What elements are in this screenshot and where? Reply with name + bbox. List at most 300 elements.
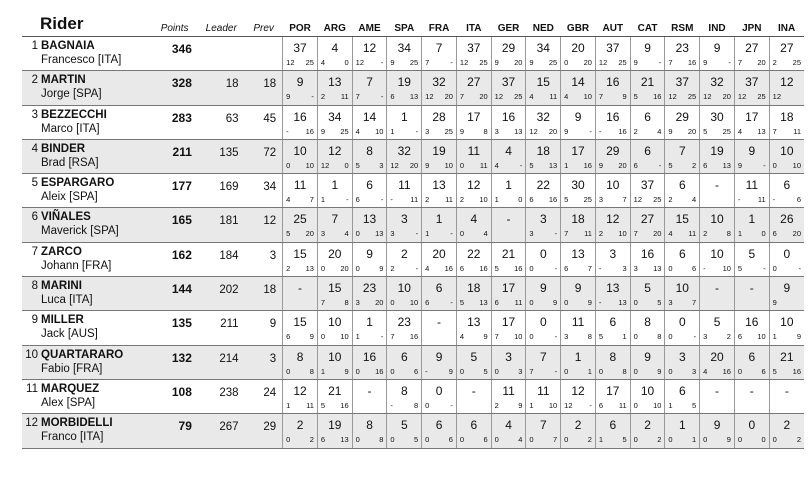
race-result bbox=[422, 139, 457, 173]
race-points: 10 bbox=[618, 229, 627, 239]
race-points: 13 bbox=[757, 126, 766, 136]
sprint-points: - bbox=[703, 263, 706, 273]
sprint-points: 12 bbox=[355, 58, 365, 67]
table-row bbox=[22, 414, 804, 448]
race-points: 25 bbox=[583, 195, 592, 205]
race-total: 13 bbox=[606, 281, 620, 296]
race-result bbox=[734, 139, 769, 173]
race-total: 10 bbox=[710, 246, 724, 261]
sprint-points: 9 bbox=[390, 58, 395, 67]
race-total: 12 bbox=[780, 75, 794, 90]
race-result bbox=[700, 414, 735, 448]
sprint-points: 1 bbox=[320, 195, 326, 205]
table-row bbox=[22, 105, 804, 139]
race-result bbox=[665, 242, 700, 276]
race-result bbox=[769, 105, 804, 139]
race-result bbox=[630, 105, 665, 139]
race-result bbox=[630, 277, 665, 311]
race-total: 11 bbox=[537, 383, 550, 398]
race-total: - bbox=[715, 178, 720, 193]
race-total: 16 bbox=[293, 109, 307, 124]
race-header-rsm: RSM bbox=[665, 12, 700, 37]
race-total: 23 bbox=[675, 41, 689, 55]
race-total: 16 bbox=[362, 349, 377, 364]
race-points: 20 bbox=[479, 92, 488, 102]
race-total: 18 bbox=[467, 281, 481, 296]
sprint-points: 7 bbox=[459, 92, 465, 102]
race-result bbox=[387, 174, 422, 208]
sprint-points: 0 bbox=[772, 435, 777, 445]
race-header-ina: INA bbox=[769, 12, 804, 37]
race-header-jpn: JPN bbox=[734, 12, 769, 37]
sprint-points: 3 bbox=[494, 126, 499, 136]
race-points: 0 bbox=[344, 58, 349, 67]
race-result bbox=[283, 379, 318, 413]
sprint-points: 9 bbox=[529, 58, 534, 67]
sprint-points: 0 bbox=[564, 366, 569, 376]
race-result bbox=[595, 414, 630, 448]
sprint-points: 0 bbox=[390, 366, 395, 376]
race-total: 17 bbox=[571, 143, 585, 158]
race-total: 15 bbox=[536, 75, 550, 90]
table-row bbox=[22, 277, 804, 311]
race-total: 2 bbox=[296, 418, 304, 433]
leader-gap: 238 bbox=[198, 379, 245, 413]
table-row bbox=[22, 37, 804, 71]
race-result bbox=[422, 414, 457, 448]
points-header: Points bbox=[151, 12, 198, 37]
race-points: 7 bbox=[553, 435, 558, 445]
race-points: 16 bbox=[687, 58, 697, 67]
race-result bbox=[283, 345, 318, 379]
race-points: - bbox=[415, 229, 419, 239]
sprint-points: 12 bbox=[320, 160, 330, 170]
rider-last-name: VIÑALES bbox=[41, 211, 91, 224]
race-total: 32 bbox=[536, 109, 550, 124]
rider-first-name: Marco [ITA] bbox=[41, 122, 100, 135]
race-points: 7 bbox=[622, 195, 627, 205]
race-points: 5 bbox=[414, 435, 419, 445]
race-total: 7 bbox=[366, 75, 373, 90]
rider-first-name: Alex [SPA] bbox=[41, 396, 96, 409]
race-points: 25 bbox=[653, 195, 662, 205]
race-total: 9 bbox=[713, 418, 721, 433]
race-points: - bbox=[589, 400, 592, 410]
race-result bbox=[561, 414, 596, 448]
race-total: 9 bbox=[644, 349, 651, 364]
race-points: 8 bbox=[483, 126, 488, 136]
race-points: 20 bbox=[305, 229, 314, 239]
race-points: 9 bbox=[344, 366, 349, 376]
race-points: 9 bbox=[726, 435, 731, 445]
race-result bbox=[317, 414, 352, 448]
race-total: 13 bbox=[328, 75, 342, 90]
sprint-points: 3 bbox=[633, 263, 638, 273]
race-result bbox=[665, 37, 700, 71]
sprint-points: 9 bbox=[564, 126, 569, 136]
sprint-points: 4 bbox=[668, 229, 673, 239]
race-points: 4 bbox=[518, 435, 523, 445]
race-total: 7 bbox=[539, 349, 547, 364]
race-total: 18 bbox=[536, 143, 550, 158]
sprint-points: 0 bbox=[564, 298, 569, 308]
race-result bbox=[734, 105, 769, 139]
race-points: 20 bbox=[618, 160, 627, 170]
sprint-points: 7 bbox=[564, 229, 569, 239]
leader-gap: 202 bbox=[198, 277, 245, 311]
table-header bbox=[22, 12, 804, 37]
race-points: 6 bbox=[448, 435, 453, 445]
race-result bbox=[595, 242, 630, 276]
race-total: 5 bbox=[400, 418, 408, 433]
race-total: 29 bbox=[501, 41, 516, 55]
rider-first-name: Francesco [ITA] bbox=[41, 54, 122, 66]
race-result bbox=[387, 414, 422, 448]
race-result bbox=[491, 277, 526, 311]
sprint-points: 7 bbox=[425, 58, 430, 67]
sprint-points: 0 bbox=[459, 160, 465, 170]
race-total: 12 bbox=[606, 212, 620, 227]
race-result bbox=[734, 242, 769, 276]
sprint-points: 4 bbox=[425, 263, 430, 273]
race-total: 4 bbox=[505, 418, 512, 433]
points-value: 108 bbox=[151, 379, 198, 413]
rider-first-name: Fabio [FRA] bbox=[41, 362, 103, 375]
race-total: 13 bbox=[432, 178, 446, 193]
sprint-points: 3 bbox=[668, 298, 673, 308]
sprint-points: 3 bbox=[703, 332, 708, 342]
race-total: 13 bbox=[362, 212, 377, 227]
race-points: 20 bbox=[444, 92, 453, 102]
race-total: 32 bbox=[397, 143, 411, 158]
race-points: 10 bbox=[792, 160, 801, 170]
sprint-points: 0 bbox=[459, 229, 465, 239]
sprint-points: 1 bbox=[564, 160, 569, 170]
sprint-points: 7 bbox=[320, 298, 326, 308]
race-total: 22 bbox=[467, 246, 481, 261]
race-points: 9 bbox=[379, 263, 384, 273]
race-points: 10 bbox=[548, 400, 558, 410]
race-total: 2 bbox=[644, 418, 651, 433]
race-result bbox=[665, 71, 700, 105]
race-total: 27 bbox=[780, 41, 794, 55]
race-total: 3 bbox=[609, 246, 617, 261]
race-points: 2 bbox=[587, 435, 592, 445]
race-points: 9 bbox=[796, 332, 801, 342]
race-total: 22 bbox=[536, 178, 550, 193]
rider-cell bbox=[22, 71, 151, 105]
race-header-cat: CAT bbox=[630, 12, 665, 37]
sprint-points: 1 bbox=[286, 400, 291, 410]
race-points: 9 bbox=[587, 298, 592, 308]
race-result bbox=[387, 37, 422, 71]
race-header-gbr: GBR bbox=[561, 12, 596, 37]
sprint-points: 3 bbox=[355, 298, 360, 308]
sprint-points: 7 bbox=[529, 366, 534, 376]
race-result bbox=[352, 311, 387, 345]
race-total: 34 bbox=[397, 41, 411, 55]
rider-cell bbox=[22, 242, 151, 276]
race-total: 2 bbox=[400, 246, 408, 261]
race-result bbox=[352, 379, 387, 413]
race-result bbox=[734, 345, 769, 379]
race-total: 26 bbox=[780, 212, 794, 227]
race-points: 16 bbox=[653, 92, 662, 102]
sprint-points: - bbox=[598, 126, 602, 136]
race-total: 19 bbox=[328, 418, 342, 433]
race-points: - bbox=[380, 58, 384, 67]
race-points: 25 bbox=[687, 92, 697, 102]
race-result bbox=[700, 311, 735, 345]
race-points: 20 bbox=[514, 58, 523, 67]
leader-gap: 211 bbox=[198, 311, 245, 345]
rider-last-name: MARQUEZ bbox=[41, 382, 100, 395]
race-result bbox=[352, 105, 387, 139]
race-total: 1 bbox=[574, 349, 582, 364]
race-total: 21 bbox=[501, 246, 516, 261]
race-points: - bbox=[380, 332, 384, 342]
race-points: 25 bbox=[340, 126, 349, 136]
race-total: 1 bbox=[400, 109, 408, 124]
sprint-points: 9 bbox=[286, 92, 291, 102]
race-result bbox=[491, 71, 526, 105]
race-total: 17 bbox=[606, 383, 620, 398]
race-points: 20 bbox=[409, 160, 419, 170]
race-result bbox=[317, 379, 352, 413]
prev-gap: 45 bbox=[245, 105, 283, 139]
race-points: 9 bbox=[518, 400, 523, 410]
rider-header: Rider bbox=[22, 12, 151, 37]
race-result bbox=[561, 379, 596, 413]
race-total: - bbox=[784, 383, 789, 398]
race-total: 10 bbox=[293, 143, 307, 158]
race-total: 0 bbox=[748, 418, 756, 433]
race-result bbox=[456, 277, 491, 311]
race-points: - bbox=[554, 229, 558, 239]
sprint-points: 1 bbox=[320, 366, 326, 376]
rider-last-name: MILLER bbox=[41, 314, 84, 327]
race-points: 11 bbox=[306, 400, 314, 410]
race-total: - bbox=[471, 383, 476, 398]
race-result bbox=[491, 414, 526, 448]
race-total: - bbox=[749, 281, 754, 296]
race-points: 2 bbox=[657, 435, 662, 445]
race-points: 20 bbox=[653, 229, 662, 239]
sprint-points: 7 bbox=[390, 332, 395, 342]
race-result bbox=[491, 105, 526, 139]
race-points: 8 bbox=[414, 400, 419, 410]
race-result bbox=[769, 379, 804, 413]
race-total: 10 bbox=[780, 315, 794, 330]
race-points: 16 bbox=[444, 263, 453, 273]
race-result bbox=[387, 139, 422, 173]
race-result bbox=[665, 139, 700, 173]
race-points: 13 bbox=[479, 298, 488, 308]
race-total: 1 bbox=[505, 178, 512, 193]
race-result bbox=[422, 71, 457, 105]
race-total: 29 bbox=[606, 143, 620, 158]
leader-gap: 63 bbox=[198, 105, 245, 139]
race-total: 17 bbox=[745, 109, 759, 124]
race-points: 9 bbox=[448, 366, 453, 376]
rider-last-name: BEZZECCHI bbox=[41, 108, 107, 121]
race-total: 15 bbox=[328, 281, 342, 296]
race-result bbox=[352, 208, 387, 242]
rider-position: 10 bbox=[25, 348, 38, 361]
race-total: 7 bbox=[331, 212, 339, 227]
sprint-points: 0 bbox=[425, 400, 430, 410]
table-row bbox=[22, 208, 804, 242]
race-total: - bbox=[715, 281, 720, 296]
rider-position: 8 bbox=[31, 280, 38, 293]
race-result bbox=[700, 105, 735, 139]
race-result bbox=[561, 242, 596, 276]
race-result bbox=[456, 37, 491, 71]
race-total: 2 bbox=[574, 418, 582, 433]
race-total: 16 bbox=[640, 246, 655, 261]
race-total: 6 bbox=[366, 178, 373, 193]
sprint-points: 1 bbox=[494, 195, 499, 205]
sprint-points: 7 bbox=[668, 58, 673, 67]
points-value: 144 bbox=[151, 277, 198, 311]
sprint-points: 0 bbox=[494, 366, 499, 376]
race-total: 5 bbox=[470, 349, 478, 364]
race-points: 20 bbox=[687, 126, 697, 136]
race-points: 11 bbox=[757, 195, 766, 205]
race-total: 14 bbox=[362, 109, 377, 124]
race-total: 12 bbox=[293, 383, 307, 398]
race-points: 16 bbox=[548, 195, 558, 205]
race-result bbox=[526, 277, 561, 311]
race-points: 10 bbox=[653, 400, 662, 410]
race-result bbox=[491, 37, 526, 71]
race-total: 11 bbox=[398, 178, 411, 193]
race-result bbox=[283, 105, 318, 139]
sprint-points: 7 bbox=[772, 126, 777, 136]
rider-position: 2 bbox=[31, 74, 38, 87]
race-points: 10 bbox=[444, 160, 453, 170]
race-points: 10 bbox=[514, 332, 523, 342]
sprint-points: 0 bbox=[320, 332, 326, 342]
race-result bbox=[665, 105, 700, 139]
race-total: 20 bbox=[432, 246, 446, 261]
race-total: 10 bbox=[606, 178, 620, 193]
sprint-points: 6 bbox=[703, 160, 708, 170]
sprint-points: - bbox=[737, 195, 741, 205]
race-total: 0 bbox=[539, 246, 547, 261]
race-total: 20 bbox=[710, 349, 724, 364]
race-points: 5 bbox=[692, 400, 697, 410]
sprint-points: 0 bbox=[459, 366, 465, 376]
race-result bbox=[700, 174, 735, 208]
rider-position: 3 bbox=[31, 108, 38, 121]
table-body bbox=[22, 37, 804, 449]
leader-gap: 169 bbox=[198, 174, 245, 208]
race-points: 4 bbox=[483, 229, 488, 239]
race-total: 28 bbox=[432, 109, 446, 124]
race-points: 16 bbox=[722, 366, 731, 376]
race-points: 11 bbox=[688, 229, 697, 239]
sprint-points: 0 bbox=[286, 160, 291, 170]
race-total: 4 bbox=[331, 41, 339, 55]
sprint-points: 5 bbox=[668, 160, 673, 170]
race-result bbox=[734, 174, 769, 208]
sprint-points: 0 bbox=[459, 435, 465, 445]
sprint-points: 0 bbox=[564, 435, 569, 445]
race-points: 20 bbox=[375, 298, 384, 308]
race-total: 10 bbox=[675, 281, 689, 296]
race-result bbox=[769, 311, 804, 345]
race-points: 10 bbox=[757, 332, 766, 342]
race-points: 13 bbox=[653, 263, 662, 273]
race-points: 0 bbox=[518, 195, 523, 205]
race-points: 11 bbox=[549, 92, 558, 102]
race-points: 11 bbox=[793, 126, 801, 136]
rider-first-name: Luca [ITA] bbox=[41, 294, 93, 307]
sprint-points: 1 bbox=[668, 400, 673, 410]
race-total: 8 bbox=[296, 349, 304, 364]
race-total: 9 bbox=[713, 41, 721, 55]
race-points: 6 bbox=[692, 263, 697, 273]
prev-gap: 72 bbox=[245, 139, 283, 173]
race-total: 8 bbox=[644, 315, 651, 330]
race-total: - bbox=[715, 383, 720, 398]
sprint-points: - bbox=[286, 126, 289, 136]
sprint-points: 9 bbox=[737, 160, 743, 170]
race-result bbox=[769, 277, 804, 311]
sprint-points: 0 bbox=[390, 298, 395, 308]
race-result bbox=[317, 277, 352, 311]
race-points: 10 bbox=[583, 92, 592, 102]
race-points: 3 bbox=[379, 160, 384, 170]
points-value: 346 bbox=[151, 37, 198, 71]
sprint-points: 12 bbox=[564, 400, 573, 410]
race-total: 19 bbox=[710, 143, 724, 158]
race-result bbox=[595, 311, 630, 345]
race-points: 8 bbox=[726, 229, 731, 239]
race-result bbox=[491, 139, 526, 173]
sprint-points: 0 bbox=[598, 366, 604, 376]
race-total: 10 bbox=[640, 383, 655, 398]
race-points: 3 bbox=[692, 366, 697, 376]
race-points: 25 bbox=[722, 126, 731, 136]
race-total: 9 bbox=[435, 349, 443, 364]
race-result bbox=[387, 379, 422, 413]
race-total: 5 bbox=[713, 315, 721, 330]
rider-first-name: Franco [ITA] bbox=[41, 431, 104, 444]
race-points: 3 bbox=[518, 366, 523, 376]
race-points: 16 bbox=[305, 126, 314, 136]
race-points: - bbox=[450, 400, 453, 410]
race-points: 13 bbox=[548, 160, 558, 170]
sprint-points: - bbox=[772, 195, 776, 205]
race-total: 27 bbox=[745, 41, 759, 55]
race-result bbox=[561, 277, 596, 311]
race-header-ind: IND bbox=[700, 12, 735, 37]
sprint-points: - bbox=[390, 195, 393, 205]
race-points: 20 bbox=[792, 229, 801, 239]
race-result bbox=[456, 311, 491, 345]
race-result bbox=[317, 105, 352, 139]
race-points: 5 bbox=[657, 298, 662, 308]
race-total: 2 bbox=[783, 418, 791, 433]
sprint-points: 7 bbox=[355, 92, 360, 102]
race-points: 11 bbox=[340, 92, 349, 102]
sprint-points: 4 bbox=[494, 160, 499, 170]
sprint-points: 5 bbox=[703, 126, 708, 136]
sprint-points: 12 bbox=[459, 58, 469, 67]
race-result bbox=[700, 37, 735, 71]
